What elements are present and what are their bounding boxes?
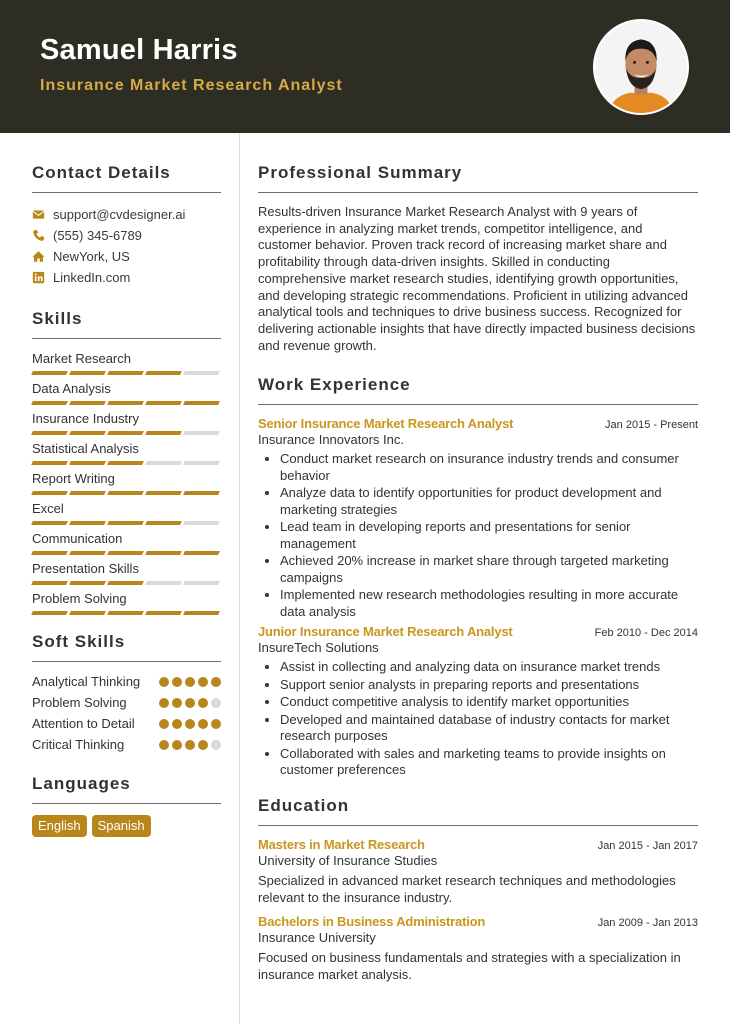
education-header — [258, 914, 698, 929]
bar-segment-empty — [183, 521, 220, 525]
soft-skill-name: Analytical Thinking — [32, 674, 141, 689]
education-dates: Jan 2009 - Jan 2013 — [597, 917, 698, 930]
skills-heading: Skills — [32, 309, 221, 339]
summary-text: Results-driven Insurance Market Research Analyst with 9 years of experience in analyzing market trends, competitor intelligence, and customer behavior. Proven track record of increasing market share and profitability through data-driven insights. Skilled in conducting comprehensive market research studies, identifying growth opportunities, and developing strategic recommendations. Proficient in utilizing advanced analytical tools and techniques to drive business success. Recognized for delivering actionable insights that have directly impacted business decisions and revenue growth. — [258, 204, 696, 353]
skill-name: Presentation Skills — [32, 561, 139, 576]
bar-segment-filled — [145, 611, 182, 615]
soft-skills-section — [32, 632, 221, 753]
skill-name: Problem Solving — [32, 591, 127, 606]
bar-segment-filled — [69, 581, 106, 585]
bar-segment-empty — [183, 371, 220, 375]
contact-email-text: support@cvdesigner.ai — [53, 207, 186, 222]
soft-skills-heading: Soft Skills — [32, 632, 221, 662]
sidebar — [32, 163, 221, 837]
languages-section — [32, 774, 221, 837]
bar-segment-filled — [31, 551, 68, 555]
bar-segment-filled — [31, 491, 68, 495]
soft-skill-item — [32, 694, 221, 711]
skill-item — [32, 590, 221, 615]
job-bullet: • Assist in collecting and analyzing data on insurance market trends — [280, 659, 698, 676]
job-header — [258, 416, 698, 431]
rating-dot-filled — [198, 698, 208, 708]
skill-name: Data Analysis — [32, 381, 111, 396]
rating-dot-filled — [185, 698, 195, 708]
bar-segment-filled — [145, 371, 182, 375]
soft-skill-item — [32, 736, 221, 753]
bar-segment-filled — [183, 551, 220, 555]
resume-header — [0, 0, 730, 133]
soft-skill-item — [32, 673, 221, 690]
rating-dot-filled — [159, 740, 169, 750]
contact-section — [32, 163, 221, 288]
rating-dot-filled — [172, 677, 182, 687]
bar-segment-filled — [31, 371, 68, 375]
skills-list — [32, 350, 221, 615]
skill-item — [32, 440, 221, 465]
bar-segment-filled — [69, 461, 106, 465]
bar-segment-filled — [31, 581, 68, 585]
soft-skill-name: Problem Solving — [32, 695, 127, 710]
skill-level-bar — [32, 401, 221, 405]
job-bullet: • Achieved 20% increase in market share through targeted marketing campaigns — [280, 553, 698, 586]
rating-dot-filled — [198, 740, 208, 750]
soft-skill-rating — [159, 719, 221, 729]
degree-title: Masters in Market Research — [258, 836, 425, 852]
phone-icon — [32, 229, 45, 242]
bar-segment-filled — [69, 491, 106, 495]
rating-dot-filled — [185, 719, 195, 729]
summary-section — [258, 163, 698, 354]
bar-segment-empty — [183, 581, 220, 585]
rating-dot-empty — [211, 698, 221, 708]
bar-segment-empty — [183, 431, 220, 435]
bar-segment-filled — [107, 551, 144, 555]
envelope-icon — [32, 208, 45, 221]
job-header — [258, 624, 698, 639]
education-header — [258, 837, 698, 852]
linkedin-icon — [32, 271, 45, 284]
education-section — [258, 796, 698, 984]
skill-level-bar — [32, 491, 221, 495]
skill-name: Report Writing — [32, 471, 115, 486]
job-bullet: • Conduct competitive analysis to identify market opportunities — [280, 694, 698, 711]
column-divider — [239, 133, 240, 1024]
job-bullet: • Conduct market research on insurance industry trends and consumer behavior — [280, 451, 698, 484]
summary-heading: Professional Summary — [258, 163, 698, 193]
bar-segment-filled — [31, 401, 68, 405]
language-tag: Spanish — [92, 815, 151, 837]
bar-segment-filled — [145, 521, 182, 525]
skill-name: Communication — [32, 531, 123, 546]
education-heading: Education — [258, 796, 698, 826]
home-icon — [32, 250, 45, 263]
avatar-icon — [595, 21, 687, 113]
bar-segment-filled — [107, 491, 144, 495]
job-company: Insurance Innovators Inc. — [258, 432, 404, 448]
contact-heading: Contact Details — [32, 163, 221, 193]
bar-segment-filled — [31, 521, 68, 525]
bar-segment-filled — [107, 461, 144, 465]
job-bullet: • Analyze data to identify opportunities for product development and marketing strategies — [280, 485, 698, 518]
education-description: Focused on business fundamentals and strategies with a specialization in insurance market analysis. — [258, 950, 681, 982]
skill-item — [32, 470, 221, 495]
bar-segment-filled — [145, 551, 182, 555]
skill-item — [32, 530, 221, 555]
job-title: Senior Insurance Market Research Analyst — [258, 416, 514, 432]
main-content — [258, 163, 698, 992]
bar-segment-filled — [107, 371, 144, 375]
bar-segment-filled — [145, 491, 182, 495]
education-dates: Jan 2015 - Jan 2017 — [597, 839, 698, 852]
skill-level-bar — [32, 551, 221, 555]
language-tags — [32, 815, 221, 837]
bar-segment-filled — [107, 581, 144, 585]
skill-level-bar — [32, 521, 221, 525]
job-bullets — [258, 451, 698, 620]
profile-photo — [593, 19, 689, 115]
job-bullets — [258, 659, 698, 779]
skill-item — [32, 350, 221, 375]
job-bullet: • Implemented new research methodologies resulting in more accurate data analysis — [280, 587, 698, 620]
job-dates: Feb 2010 - Dec 2014 — [594, 627, 698, 640]
job-bullet: • Collaborated with sales and marketing teams to provide insights on customer preferences — [280, 746, 698, 779]
bar-segment-filled — [107, 401, 144, 405]
bar-segment-filled — [107, 611, 144, 615]
bar-segment-empty — [145, 461, 182, 465]
rating-dot-filled — [185, 677, 195, 687]
education-entry — [258, 837, 698, 906]
rating-dot-filled — [172, 698, 182, 708]
bar-segment-filled — [145, 431, 182, 435]
skill-name: Excel — [32, 501, 64, 516]
rating-dot-filled — [211, 677, 221, 687]
rating-dot-filled — [211, 719, 221, 729]
education-description: Specialized in advanced market research techniques and methodologies relevant to the insurance industry. — [258, 872, 676, 905]
languages-heading: Languages — [32, 774, 221, 804]
candidate-name: Samuel Harris — [40, 34, 238, 66]
soft-skill-rating — [159, 698, 221, 708]
bar-segment-filled — [69, 611, 106, 615]
rating-dot-filled — [159, 698, 169, 708]
language-tag: English — [32, 815, 87, 837]
skill-level-bar — [32, 611, 221, 615]
contact-email[interactable] — [32, 204, 221, 225]
bar-segment-filled — [69, 431, 106, 435]
bar-segment-filled — [145, 401, 182, 405]
soft-skill-item — [32, 715, 221, 732]
rating-dot-filled — [172, 740, 182, 750]
soft-skill-name: Attention to Detail — [32, 716, 135, 731]
job-dates: Jan 2015 - Present — [605, 419, 698, 432]
rating-dot-filled — [159, 677, 169, 687]
soft-skill-name: Critical Thinking — [32, 737, 125, 752]
contact-location-text: NewYork, US — [53, 249, 130, 264]
skill-item — [32, 380, 221, 405]
soft-skill-rating — [159, 740, 221, 750]
rating-dot-filled — [159, 719, 169, 729]
bar-segment-filled — [69, 521, 106, 525]
bar-segment-filled — [69, 371, 106, 375]
degree-title: Bachelors in Business Administration — [258, 914, 486, 930]
education-entry — [258, 914, 698, 983]
experience-section — [258, 375, 698, 779]
rating-dot-filled — [198, 677, 208, 687]
education-list — [258, 837, 698, 984]
skill-item — [32, 410, 221, 435]
school-name: University of Insurance Studies — [258, 852, 438, 868]
bar-segment-filled — [69, 401, 106, 405]
job-title: Junior Insurance Market Research Analyst — [258, 624, 513, 640]
soft-skills-list — [32, 673, 221, 753]
skill-name: Insurance Industry — [32, 411, 139, 426]
bar-segment-filled — [69, 551, 106, 555]
skill-level-bar — [32, 431, 221, 435]
job-entry — [258, 624, 698, 779]
skills-section — [32, 309, 221, 615]
skill-name: Statistical Analysis — [32, 441, 139, 456]
bar-segment-empty — [183, 461, 220, 465]
bar-segment-filled — [107, 431, 144, 435]
job-bullet: • Lead team in developing reports and presentations for senior management — [280, 519, 698, 552]
bar-segment-empty — [145, 581, 182, 585]
rating-dot-filled — [198, 719, 208, 729]
contact-phone[interactable] — [32, 225, 221, 246]
skill-name: Market Research — [32, 351, 131, 366]
school-name: Insurance University — [258, 930, 376, 946]
skill-level-bar — [32, 581, 221, 585]
job-company: InsureTech Solutions — [258, 640, 379, 656]
skill-item — [32, 500, 221, 525]
bar-segment-filled — [183, 401, 220, 405]
job-bullet: • Support senior analysts in preparing reports and presentations — [280, 677, 698, 694]
rating-dot-empty — [211, 740, 221, 750]
skill-level-bar — [32, 371, 221, 375]
bar-segment-filled — [107, 521, 144, 525]
bar-segment-filled — [183, 611, 220, 615]
job-bullet: • Developed and maintained database of industry contacts for market research purposes — [280, 712, 698, 745]
rating-dot-filled — [185, 740, 195, 750]
contact-linkedin-text: LinkedIn.com — [53, 270, 131, 285]
bar-segment-filled — [31, 611, 68, 615]
soft-skill-rating — [159, 677, 221, 687]
job-list — [258, 416, 698, 779]
bar-segment-filled — [31, 461, 68, 465]
bar-segment-filled — [31, 431, 68, 435]
experience-heading: Work Experience — [258, 375, 698, 405]
contact-phone-text: (555) 345-6789 — [53, 228, 142, 243]
rating-dot-filled — [172, 719, 182, 729]
contact-location — [32, 246, 221, 267]
bar-segment-filled — [183, 491, 220, 495]
candidate-role: Insurance Market Research Analyst — [40, 77, 343, 94]
job-entry — [258, 416, 698, 620]
skill-level-bar — [32, 461, 221, 465]
contact-linkedin[interactable] — [32, 267, 221, 288]
skill-item — [32, 560, 221, 585]
